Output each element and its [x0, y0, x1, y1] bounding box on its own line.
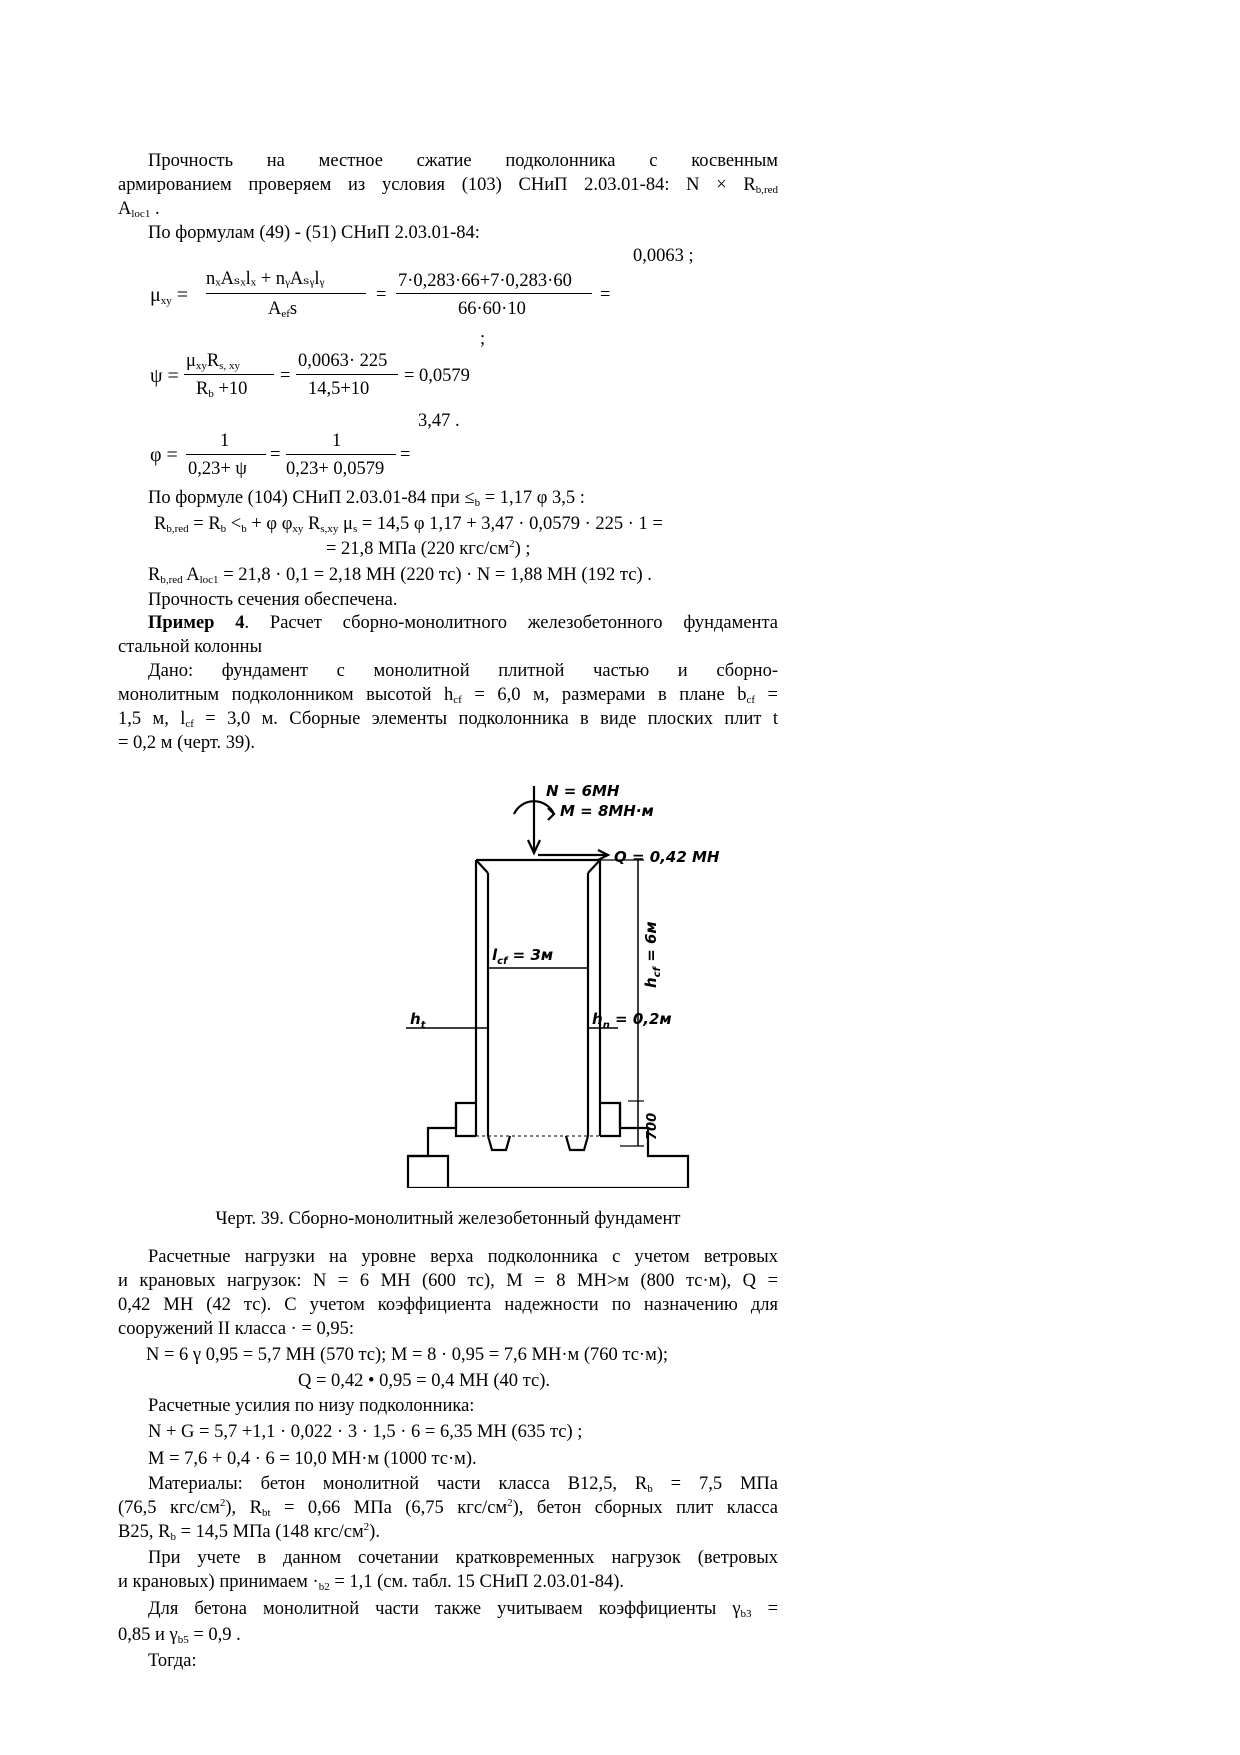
text-line: и крановых) принимаем $\cdot_{b2} = 1,1$ (см. табл. 15 СНиП 2.03.01-84).: [118, 1572, 625, 1593]
psi-lhs: ψ =: [150, 365, 179, 387]
mu-numerator-values: 7·0,283·66+7·0,283·60: [398, 271, 572, 291]
label-n: N = 6МН: [546, 782, 620, 800]
fraction-bar: [206, 293, 366, 294]
fraction-bar: [396, 293, 592, 294]
text-line: 0,85 и $\gamma_{b5} = 0,9$ .: [118, 1625, 241, 1646]
text-line: По формуле (104) СНиП 2.03.01-84 при $\le_b = 1,17$ φ 3,5 :: [148, 488, 585, 509]
text-line: $A_{loc1}$ .: [118, 199, 160, 220]
phi-result: 3,47 .: [418, 411, 460, 431]
fraction-bar: [184, 374, 274, 375]
text-line: Материалы: бетон монолитной части класса В12,5, $R_b = 7,5$ МПа: [148, 1474, 778, 1495]
psi-denominator: $R_b +10$: [196, 379, 248, 400]
label-m: M = 8МН·м: [560, 802, 654, 820]
equals-sign: =: [376, 285, 387, 305]
psi-denominator-values: 14,5+10: [308, 379, 370, 399]
text-line: стальной колонны: [118, 637, 263, 657]
text-line: = 0,2 м (черт. 39).: [118, 733, 256, 753]
label-hn: $h_n = 0,2м$: [592, 1010, 672, 1031]
text-line: Тогда:: [148, 1651, 197, 1671]
phi-lhs: φ =: [150, 444, 178, 466]
fraction-bar: [186, 454, 266, 455]
mu-lhs: $\mu_{xy}$ =: [150, 284, 189, 307]
label-700: 700: [645, 1112, 660, 1140]
formula-line: M = 7,6 + 0,4 · 6 = 10,0 МН·м (1000 тс·м).: [148, 1449, 477, 1469]
text-line: 1,5 м, $l_{cf} = 3,0$ м. Сборные элементы подколонника в виде плоских плит t: [118, 709, 778, 730]
text-line: При учете в данном сочетании кратковременных нагрузок (ветровых: [148, 1548, 778, 1568]
rbred-formula: $R_{b,red} = R_b <_b + \varphi$ $\varphi_{xy}$ $R_{s,xy}$ $\mu_s = 14,5$ φ 1,17 + 3,47 · 0,0579 · 225 · 1 =: [154, 514, 663, 535]
text-line: Прочность на местное сжатие подколонника с косвенным: [148, 151, 778, 171]
text-line: Расчетные нагрузки на уровне верха подколонника с учетом ветровых: [148, 1247, 778, 1267]
text-line: Прочность сечения обеспечена.: [148, 590, 398, 610]
rbred-result: = 21,8 МПа (220 кгс/$см^2$) ;: [326, 538, 531, 559]
label-q: Q = 0,42 МН: [614, 848, 720, 866]
psi-result: = 0,0579: [404, 366, 470, 386]
text-line: Расчетные усилия по низу подколонника:: [148, 1396, 475, 1416]
label-ht: $h_t$: [410, 1010, 426, 1031]
text-line: Пример 4. Расчет сборно-монолитного железобетонного фундамента: [148, 613, 778, 633]
fraction-bar: [296, 374, 398, 375]
mu-denominator-values: 66·60·10: [458, 299, 526, 319]
text-line: По формулам (49) - (51) СНиП 2.03.01-84:: [148, 223, 480, 243]
text-line: Для бетона монолитной части также учитываем коэффициенты $\gamma_{b3}$ =: [148, 1599, 779, 1620]
text-line: армированием проверяем из условия (103) СНиП 2.03.01-84: $N \times R_{b,red}$: [118, 175, 778, 196]
text-line: (76,5 кгс/$см^2$), $R_{bt} = 0,66$ МПа (6,75 кгс/$см^2$), бетон сборных плит класса: [118, 1497, 778, 1519]
mu-denominator: $A_{ef}s$: [268, 299, 298, 320]
text-line: и крановых нагрузок: N = 6 МН (600 тс), M = 8 МН>м (800 тс·м), Q =: [118, 1271, 778, 1291]
figure-caption: Черт. 39. Сборно-монолитный железобетонный фундамент: [215, 1209, 681, 1229]
semicolon: ;: [480, 329, 486, 349]
text-line: 0,42 МН (42 тс). С учетом коэффициента надежности по назначению для: [118, 1295, 778, 1315]
fraction-bar: [286, 454, 396, 455]
formula-line: N + G = 5,7 +1,1 · 0,022 · 3 · 1,5 · 6 = 6,35 МН (635 тс) ;: [148, 1422, 583, 1442]
label-hcf: $h_{cf} = 6м$: [642, 921, 663, 988]
mu-result: 0,0063 ;: [633, 246, 694, 266]
equals-sign: =: [400, 445, 411, 465]
text-line: сооружений II класса · = 0,95:: [118, 1319, 355, 1339]
equals-sign: =: [270, 445, 281, 465]
text-line: $R_{b,red}$ $A_{loc1} = 21,8 \cdot 0,1 = 2,18$ МН (220 тс) · N = 1,88 МН (192 тс) .: [148, 565, 652, 586]
psi-numerator: $\mu_{xy}R_{s, xy}$: [186, 351, 241, 372]
text-line: В25, $R_b = 14,5$ МПа (148 кгс/$см^2$).: [118, 1521, 380, 1543]
mu-numerator: nₓAₛₓlₓ + nᵧAₛᵧlᵧ: [206, 269, 325, 289]
phi-numerator-values: 1: [332, 431, 342, 451]
psi-numerator-values: 0,0063· 225: [298, 351, 388, 371]
phi-denominator-values: 0,23+ 0,0579: [286, 459, 385, 479]
formula-line: Q = 0,42 • 0,95 = 0,4 МН (40 тс).: [298, 1371, 550, 1391]
foundation-drawing: [388, 778, 748, 1188]
label-lcf: $l_{cf} = 3м$: [492, 946, 554, 967]
phi-numerator: 1: [220, 431, 230, 451]
phi-denominator: 0,23+ ψ: [188, 459, 248, 479]
text-line: монолитным подколонником высотой $h_{cf} = 6,0$ м, размерами в плане $b_{cf}$ =: [118, 685, 778, 706]
formula-line: N = 6 γ 0,95 = 5,7 МН (570 тс); M = 8 · 0,95 = 7,6 МН·м (760 тс·м);: [146, 1345, 669, 1365]
equals-sign: =: [600, 285, 611, 305]
text-line: Дано: фундамент с монолитной плитной частью и сборно-: [148, 661, 778, 681]
equals-sign: =: [280, 366, 291, 386]
